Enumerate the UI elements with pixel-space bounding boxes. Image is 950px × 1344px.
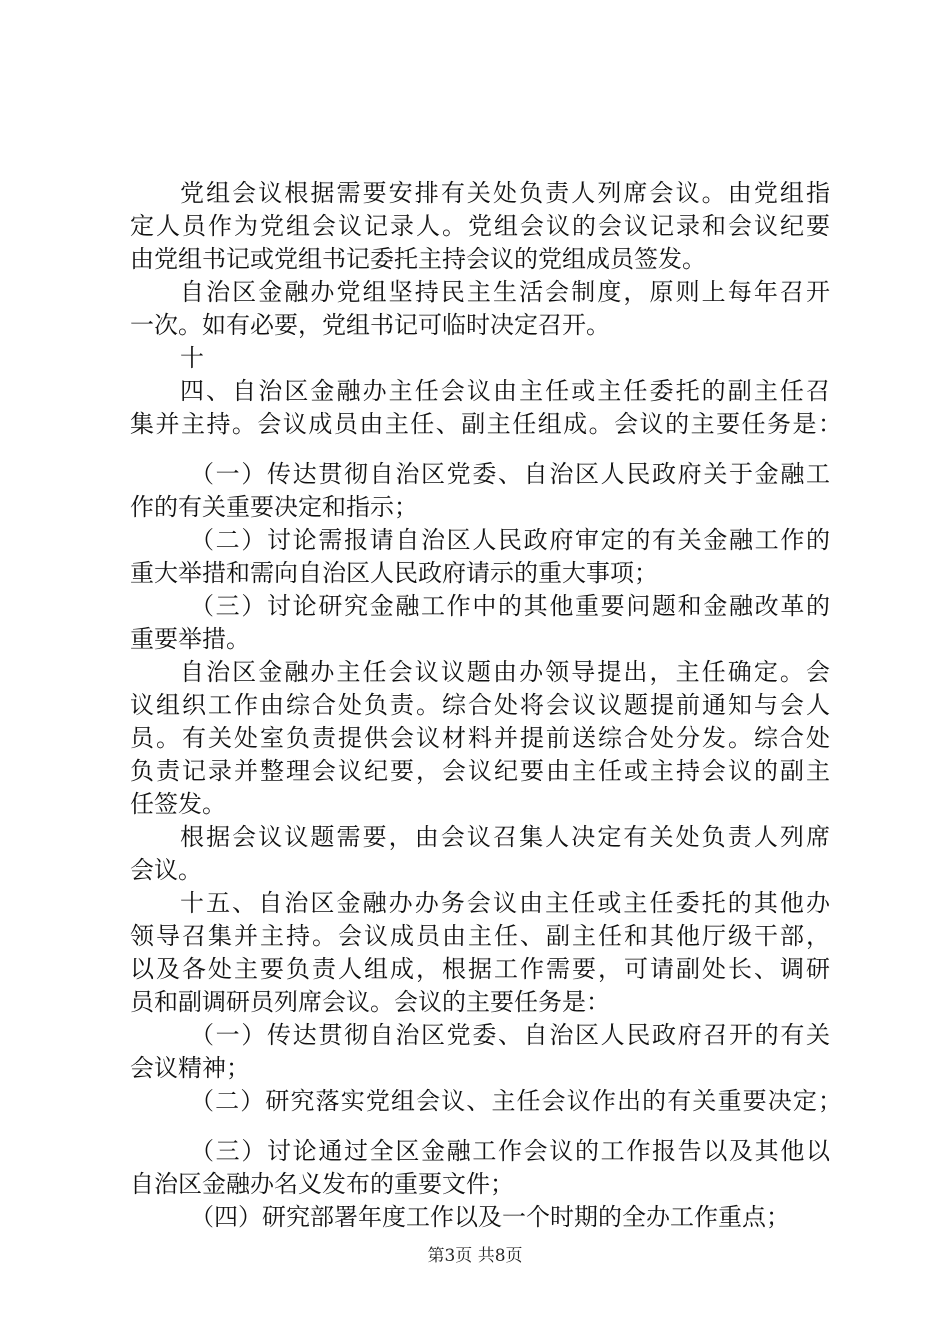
text-line: 集并主持。会议成员由主任、副主任组成。会议的主要任务是： — [130, 410, 842, 438]
text-line: 根据会议议题需要，由会议召集人决定有关处负责人列席 — [180, 823, 830, 851]
text-line: 议组织工作由综合处负责。综合处将会议议题提前通知与会人 — [130, 691, 830, 719]
text-line: 重大举措和需向自治区人民政府请示的重大事项； — [130, 559, 658, 587]
text-line: （二）讨论需报请自治区人民政府审定的有关金融工作的 — [190, 526, 830, 554]
text-line: （一）传达贯彻自治区党委、自治区人民政府召开的有关 — [190, 1021, 830, 1049]
text-line: 作的有关重要决定和指示； — [130, 493, 418, 521]
text-line: （四）研究部署年度工作以及一个时期的全办工作重点； — [190, 1203, 790, 1231]
text-line: （二）研究落实党组会议、主任会议作出的有关重要决定； — [190, 1087, 842, 1115]
text-line: 党组会议根据需要安排有关处负责人列席会议。由党组指 — [180, 179, 830, 207]
text-line: 自治区金融办主任会议议题由办领导提出，主任确定。会 — [180, 658, 830, 686]
text-line: 十 — [180, 344, 204, 372]
text-line: 一次。如有必要，党组书记可临时决定召开。 — [130, 311, 610, 339]
text-line: 员。有关处室负责提供会议材料并提前送综合处分发。综合处 — [130, 724, 830, 752]
text-line: 自治区金融办党组坚持民主生活会制度，原则上每年召开 — [180, 278, 830, 306]
text-line: 定人员作为党组会议记录人。党组会议的会议记录和会议纪要 — [130, 212, 830, 240]
text-line: 自治区金融办名义发布的重要文件； — [130, 1170, 514, 1198]
text-line: 负责记录并整理会议纪要，会议纪要由主任或主持会议的副主 — [130, 757, 830, 785]
text-line: （一）传达贯彻自治区党委、自治区人民政府关于金融工 — [190, 460, 830, 488]
text-line: 会议。 — [130, 856, 202, 884]
text-line: （三）讨论研究金融工作中的其他重要问题和金融改革的 — [190, 592, 830, 620]
text-line: 由党组书记或党组书记委托主持会议的党组成员签发。 — [130, 245, 706, 273]
page-number-footer: 第3页 共8页 — [427, 1246, 523, 1266]
text-line: 十五、自治区金融办办务会议由主任或主任委托的其他办 — [180, 889, 830, 917]
text-line: 领导召集并主持。会议成员由主任、副主任和其他厅级干部， — [130, 922, 830, 950]
text-line: （三）讨论通过全区金融工作会议的工作报告以及其他以 — [190, 1137, 830, 1165]
text-line: 会议精神； — [130, 1054, 250, 1082]
text-line: 以及各处主要负责人组成，根据工作需要，可请副处长、调研 — [130, 955, 830, 983]
text-line: 员和副调研员列席会议。会议的主要任务是： — [130, 988, 610, 1016]
text-line: 任签发。 — [130, 790, 226, 818]
text-line: 重要举措。 — [130, 625, 250, 653]
text-line: 四、自治区金融办主任会议由主任或主任委托的副主任召 — [180, 377, 830, 405]
